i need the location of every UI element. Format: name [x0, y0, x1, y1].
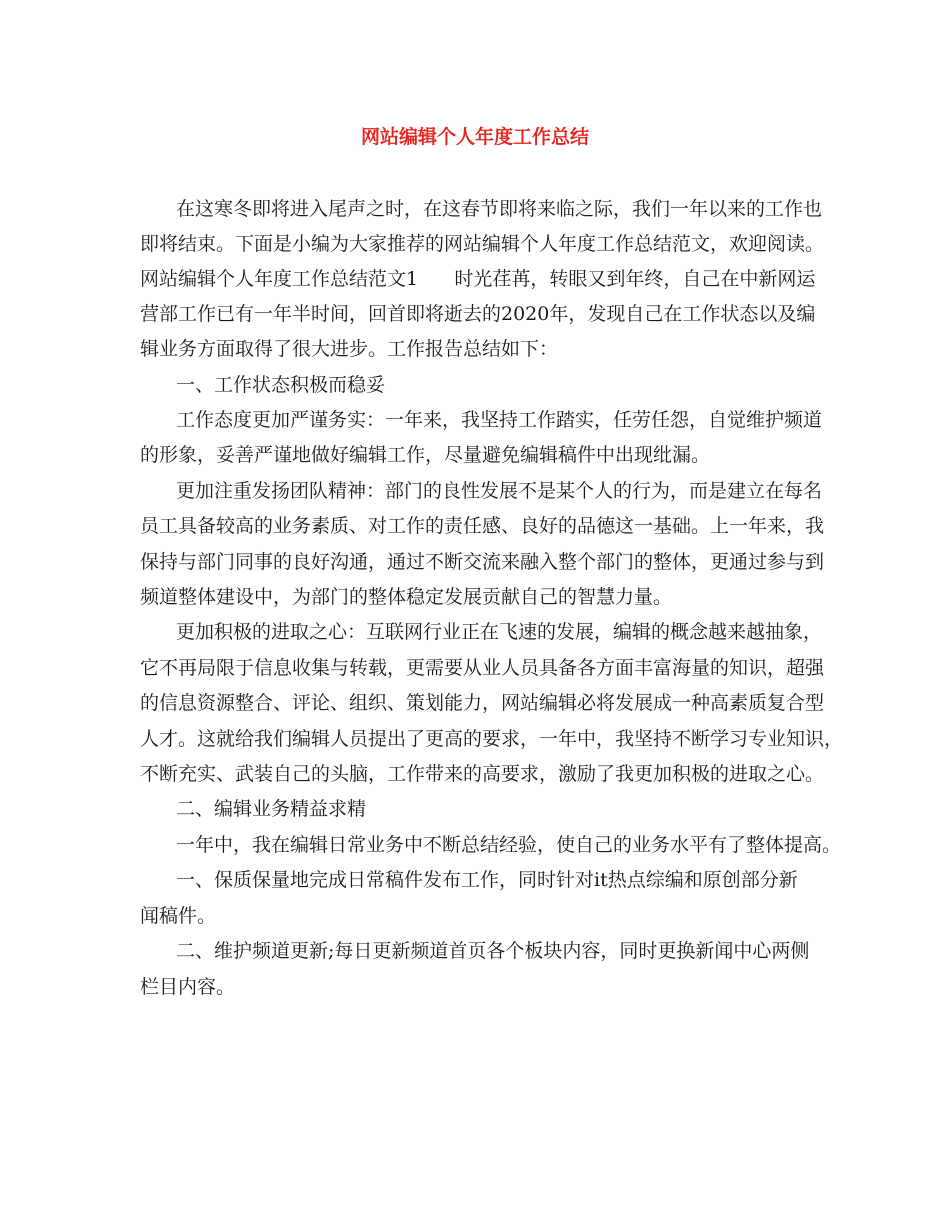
body-line: 频道整体建设中，为部门的整体稳定发展贡献自己的智慧力量。 [140, 586, 673, 608]
body-line: 保持与部门同事的良好沟通，通过不断交流来融入整个部门的整体，更通过参与到 [140, 551, 825, 573]
section-heading: 二、编辑业务精益求精 [176, 798, 367, 820]
body-line: 更加注重发扬团队精神：部门的良性发展不是某个人的行为，而是建立在每名 [176, 480, 823, 502]
body-line: 即将结束。下面是小编为大家推荐的网站编辑个人年度工作总结范文，欢迎阅读。 [140, 233, 825, 255]
body-line: 在这寒冬即将进入尾声之时，在这春节即将来临之际，我们一年以来的工作也 [176, 198, 823, 220]
body-line: 不断充实、武装自己的头脑，工作带来的高要求，激励了我更加积极的进取之心。 [140, 763, 825, 785]
body-line: 一、保质保量地完成日常稿件发布工作，同时针对it热点综编和原创部分新 [176, 869, 798, 891]
body-line: 的形象，妥善严谨地做好编辑工作，尽量避免编辑稿件中出现纰漏。 [140, 444, 711, 466]
body-line: 工作态度更加严谨务实：一年来，我坚持工作踏实，任劳任怨，自觉维护频道 [176, 409, 823, 431]
body-line: 人才。这就给我们编辑人员提出了更高的要求，一年中，我坚持不断学习专业知识， [140, 728, 844, 750]
body-line: 它不再局限于信息收集与转载，更需要从业人员具备各方面丰富海量的知识，超强 [140, 657, 825, 679]
body-line: 闻稿件。 [140, 905, 217, 927]
body-line: 员工具备较高的业务素质、对工作的责任感、良好的品德这一基础。上一年来，我 [140, 515, 825, 537]
body-line: 网站编辑个人年度工作总结范文1 时光荏苒，转眼又到年终，自己在中新网运 [140, 268, 816, 290]
document-title: 网站编辑个人年度工作总结 [360, 126, 589, 148]
section-heading: 一、工作状态积极而稳妥 [176, 374, 386, 396]
body-line: 二、维护频道更新;每日更新频道首页各个板块内容，同时更换新闻中心两侧 [176, 940, 810, 962]
body-line: 一年中，我在编辑日常业务中不断总结经验，使自己的业务水平有了整体提高。 [176, 834, 842, 856]
body-line: 营部工作已有一年半时间，回首即将逝去的2020年，发现自己在工作状态以及编 [140, 303, 816, 325]
body-line: 更加积极的进取之心：互联网行业正在飞速的发展，编辑的概念越来越抽象， [176, 621, 823, 643]
body-line: 辑业务方面取得了很大进步。工作报告总结如下： [140, 338, 559, 360]
body-line: 的信息资源整合、评论、组织、策划能力，网站编辑必将发展成一种高素质复合型 [140, 692, 825, 714]
body-line: 栏目内容。 [140, 976, 236, 998]
